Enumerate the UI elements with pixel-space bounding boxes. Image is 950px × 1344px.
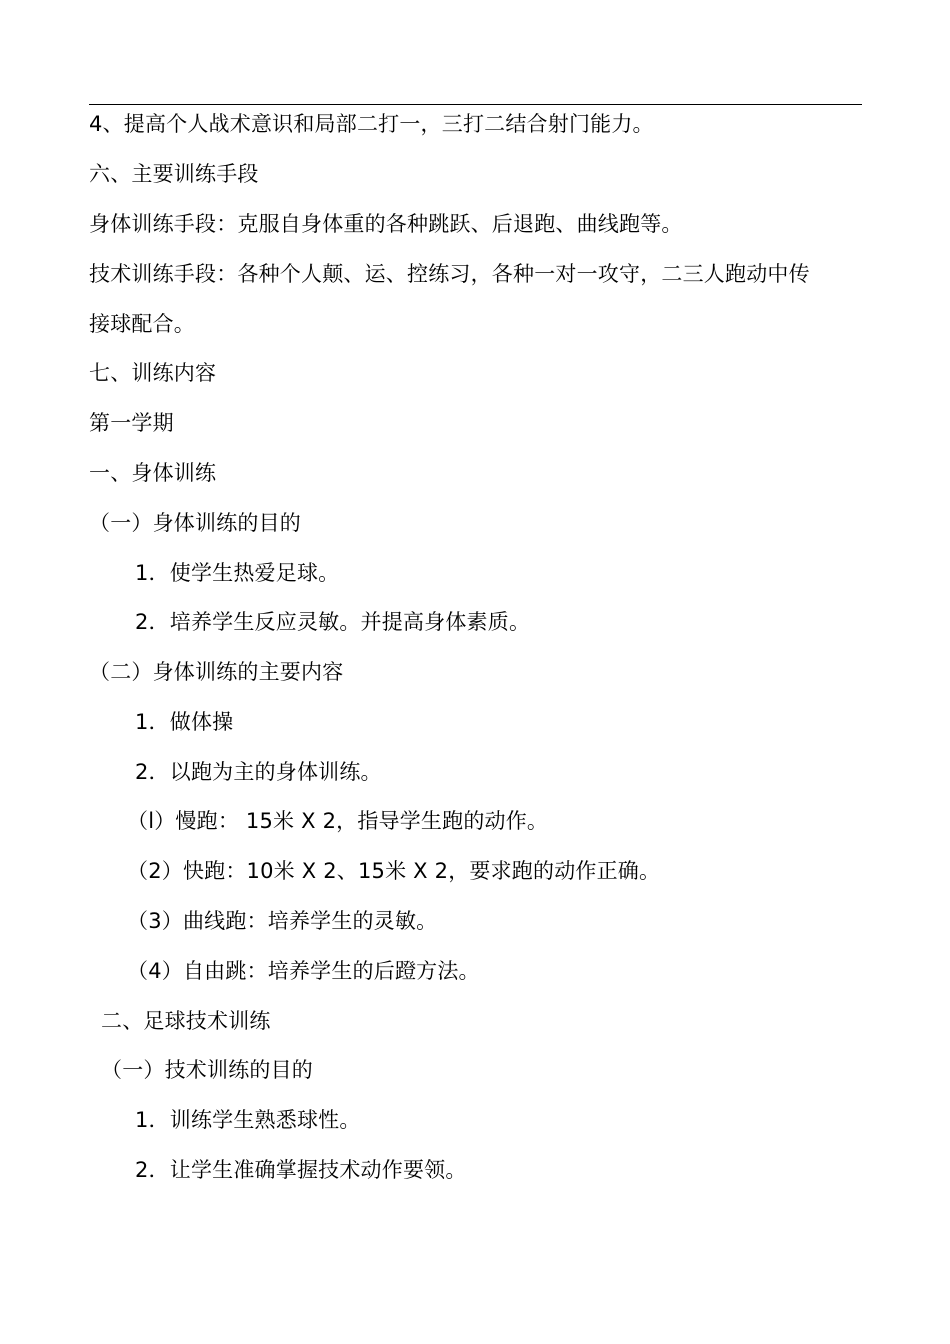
goal-item-4: 4、提高个人战术意识和局部二打一，三打二结合射门能力。 xyxy=(89,112,654,136)
list-item: 1．使学生热爱足球。 xyxy=(135,561,340,585)
sub-heading-2-1: （一）技术训练的目的 xyxy=(101,1058,313,1082)
section-heading-7: 七、训练内容 xyxy=(89,361,217,385)
sub-heading-1-2: （二）身体训练的主要内容 xyxy=(89,660,344,684)
list-item: 2．以跑为主的身体训练。 xyxy=(135,760,382,784)
part-2-heading: 二、足球技术训练 xyxy=(101,1009,271,1033)
sub-heading-1-1: （一）身体训练的目的 xyxy=(89,511,301,535)
list-item: 1．训练学生熟悉球性。 xyxy=(135,1108,361,1132)
list-item: 1．做体操 xyxy=(135,710,234,734)
list-item: （4）自由跳：培养学生的后蹬方法。 xyxy=(127,959,480,983)
list-item: 2．让学生准确掌握技术动作要领。 xyxy=(135,1158,467,1182)
physical-training-means: 身体训练手段：克服自身体重的各种跳跃、后退跑、曲线跑等。 xyxy=(89,212,683,236)
header-rule xyxy=(89,104,862,105)
list-item: 2．培养学生反应灵敏。并提高身体素质。 xyxy=(135,610,531,634)
list-item: （l）慢跑： 15米 X 2，指导学生跑的动作。 xyxy=(127,809,549,833)
part-1-heading: 一、身体训练 xyxy=(89,461,217,485)
list-item: （3）曲线跑：培养学生的灵敏。 xyxy=(127,909,438,933)
section-heading-6: 六、主要训练手段 xyxy=(89,162,259,186)
technical-training-means: 技术训练手段：各种个人颠、运、控练习，各种一对一攻守，二三人跑动中传 xyxy=(89,262,810,286)
list-item: （2）快跑：10米 X 2、15米 X 2，要求跑的动作正确。 xyxy=(127,859,661,883)
semester-heading: 第一学期 xyxy=(89,411,174,435)
technical-training-means-cont: 接球配合。 xyxy=(89,312,195,336)
